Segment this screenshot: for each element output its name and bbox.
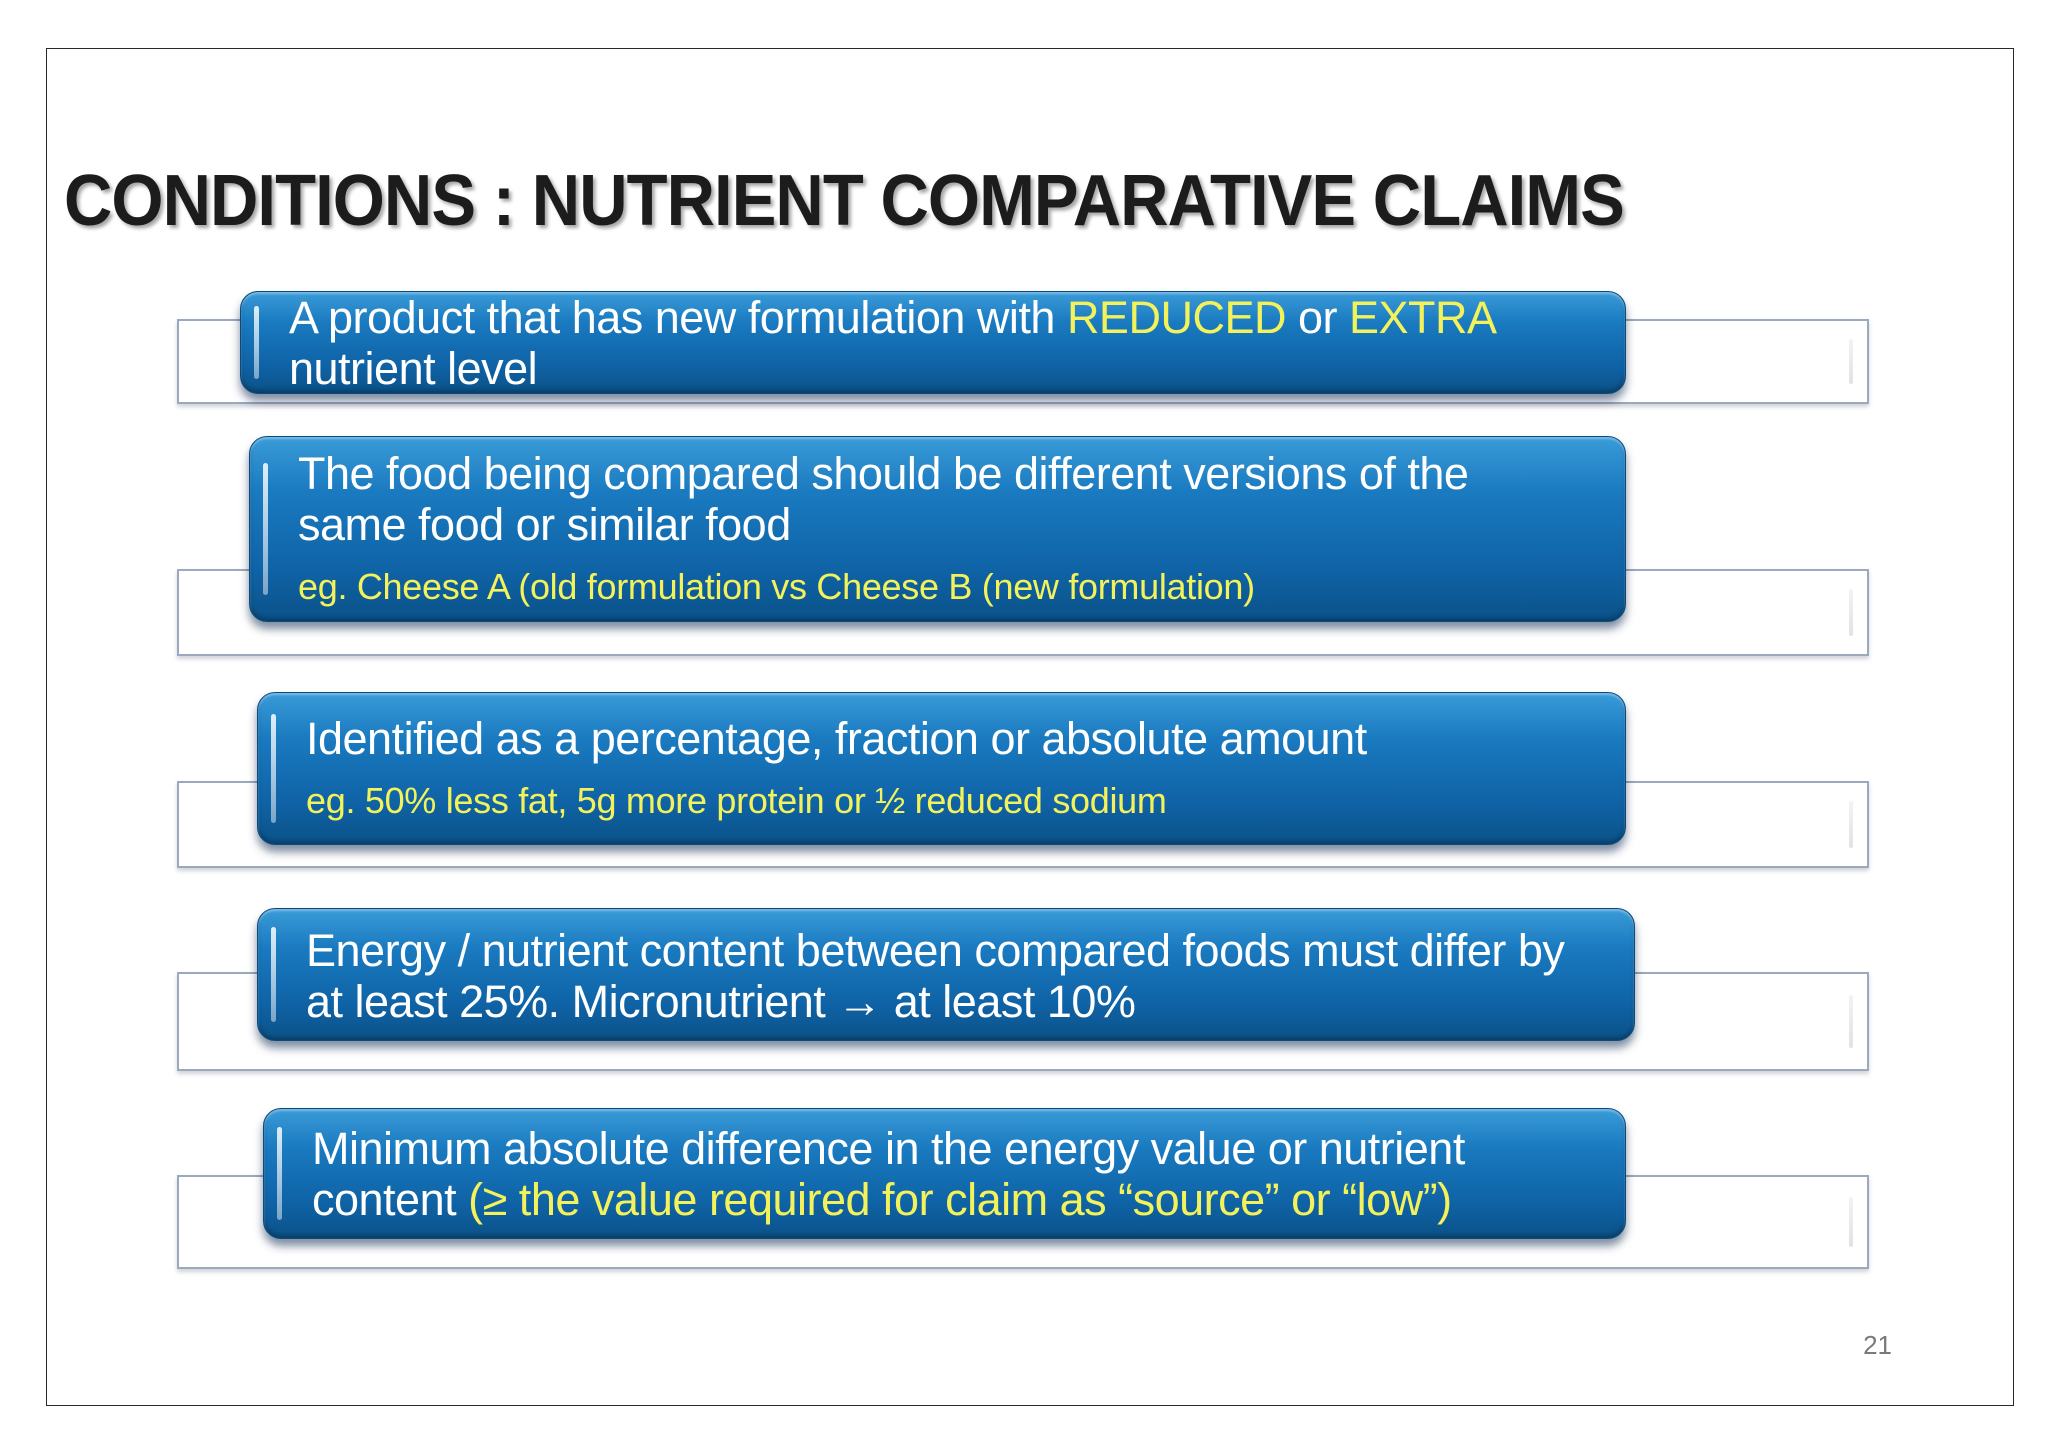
item-1-box [240,291,1626,394]
slide-title: CONDITIONS : NUTRIENT COMPARATIVE CLAIMS [64,161,1624,241]
item-2-text [298,448,1565,608]
item-5-text [312,1123,1595,1225]
item-1-text-part: nutrient level [289,343,538,394]
item-5-highlight: (≥ the value required for claim as “source” or “low”) [468,1174,1452,1225]
reduced-highlight: REDUCED [1066,292,1286,343]
item-4-text-part: Energy / nutrient content between compared foods must differ by at least 25%. Micronutrient [306,925,1565,1027]
item-3-box [257,692,1626,845]
item-5-text-part: Minimum absolute difference in the energy value or nutrient content [312,1123,1465,1225]
item-3-main: Identified as a percentage, fraction or absolute amount [306,713,1367,764]
page-number: 21 [1863,1330,1892,1360]
arrow-right-icon: → [837,976,882,1027]
item-2-main: The food being compared should be different versions of the same food or similar food [298,448,1469,550]
item-2-box [249,436,1626,622]
item-4-text-part: at least 10% [881,976,1136,1027]
item-4-text [306,925,1604,1027]
item-2-example: eg. Cheese A (old formulation vs Cheese B (new formulation) [298,566,1255,607]
item-3-text [306,713,1565,822]
item-4-box [257,908,1635,1041]
item-1-text [289,292,1565,394]
item-1-text-part: or [1285,292,1349,343]
item-1-text-part: A product that has new formulation with [289,292,1067,343]
item-3-example: eg. 50% less fat, 5g more protein or ½ reduced sodium [306,780,1167,821]
extra-highlight: EXTRA [1349,292,1495,343]
item-5-box [263,1108,1626,1239]
